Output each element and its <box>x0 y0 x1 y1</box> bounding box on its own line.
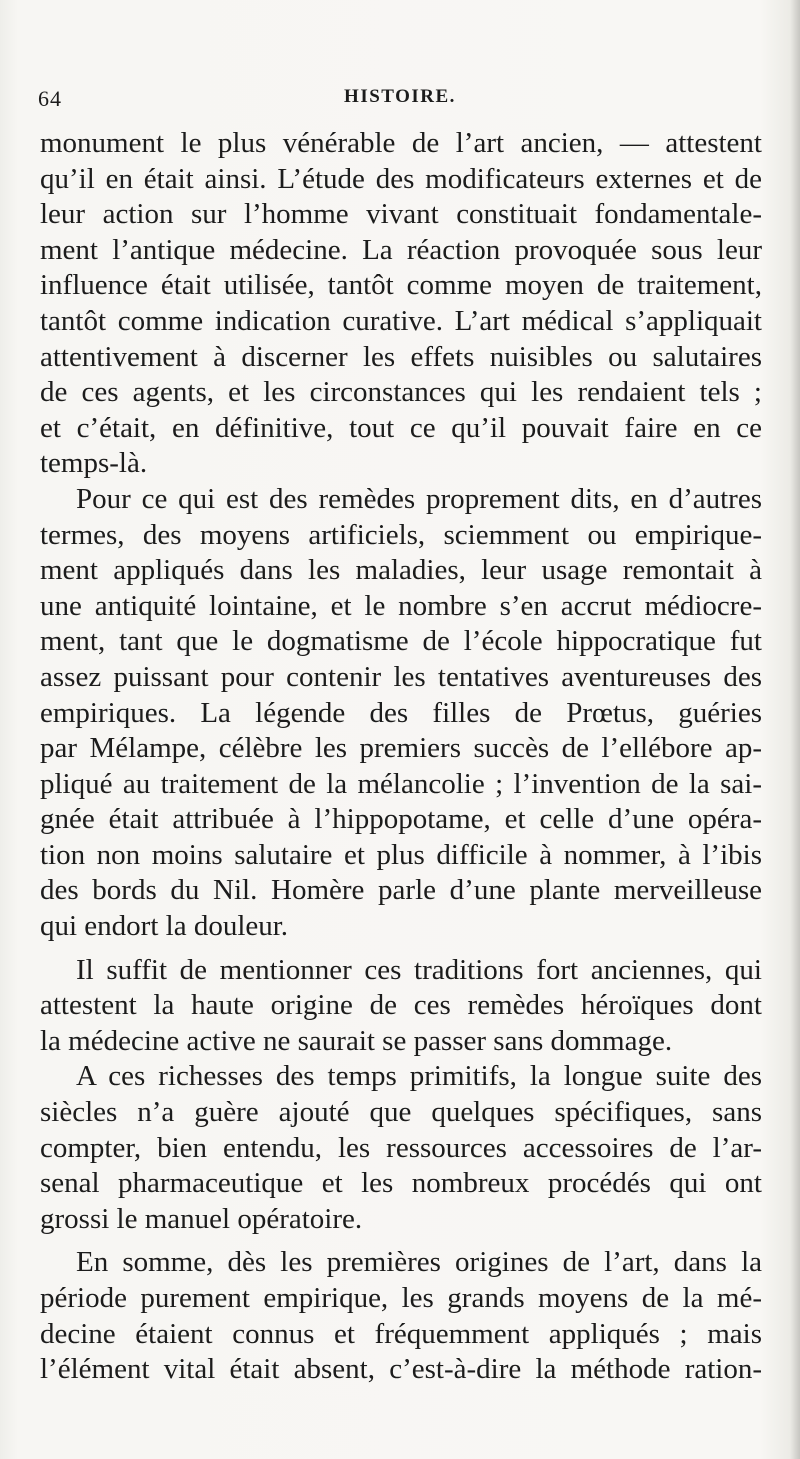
text-line: A ces richesses des temps primitifs, la longue suite des <box>76 1060 762 1093</box>
text-line: et c’était, en définitive, tout ce qu’il pouvait faire en ce <box>40 411 762 444</box>
text-line: Il suffit de mentionner ces traditions fort anciennes, qui <box>76 953 762 986</box>
text-line: attestent la haute origine de ces remèdes héroïques dont <box>40 989 762 1022</box>
body-text <box>40 126 762 1388</box>
text-line: assez puissant pour contenir les tentatives aventureuses des <box>40 660 762 693</box>
text-line: des bords du Nil. Homère parle d’une plante merveilleuse <box>40 874 762 907</box>
text-line: gnée était attribuée à l’hippopotame, et celle d’une opéra- <box>40 803 762 836</box>
text-line: période purement empirique, les grands moyens de la mé- <box>40 1282 762 1314</box>
page-edge-shadow <box>790 0 800 1459</box>
running-title: HISTOIRE. <box>344 86 456 107</box>
paragraph-3 <box>40 953 762 1060</box>
text-line: qu’il en était ainsi. L’étude des modificateurs externes et de <box>40 162 762 195</box>
text-line: tantôt comme indication curative. L’art médical s’appliquait <box>40 304 762 337</box>
text-line: pliqué au traitement de la mélancolie ; l’invention de la sai- <box>40 767 762 800</box>
text-line: attentivement à discerner les effets nuisibles ou salutaires <box>40 340 762 373</box>
text-line: monument le plus vénérable de l’art ancien, — attestent <box>40 127 762 159</box>
text-line: par Mélampe, célèbre les premiers succès de l’ellébore ap- <box>40 732 762 765</box>
text-line: Pour ce qui est des remèdes proprement dits, en d’autres <box>76 482 762 515</box>
text-line: l’élément vital était absent, c’est-à-dire la méthode ration- <box>40 1353 762 1386</box>
text-line: leur action sur l’homme vivant constituait fondamentale- <box>40 198 762 231</box>
text-line: la médecine active ne saurait se passer sans dommage. <box>40 1024 673 1057</box>
text-line: une antiquité lointaine, et le nombre s’en accrut médiocre- <box>40 589 762 622</box>
text-line: temps-là. <box>40 447 148 480</box>
text-line: En somme, dès les premières origines de l’art, dans la <box>76 1246 762 1279</box>
text-line: compter, bien entendu, les ressources accessoires de l’ar- <box>40 1131 762 1164</box>
text-line: ment l’antique médecine. La réaction provoquée sous leur <box>40 233 762 266</box>
paragraph-4 <box>40 1059 762 1237</box>
text-line: ment appliqués dans les maladies, leur usage remontait à <box>40 554 762 587</box>
text-line: senal pharmaceutique et les nombreux procédés qui ont <box>40 1167 762 1200</box>
paragraph-1 <box>40 126 762 482</box>
text-line: empiriques. La légende des filles de Prœtus, guéries <box>40 696 762 729</box>
running-head <box>38 86 762 116</box>
text-line: influence était utilisée, tantôt comme moyen de traitement, <box>40 269 762 302</box>
page-number: 64 <box>38 86 62 111</box>
text-line: siècles n’a guère ajouté que quelques spécifiques, sans <box>40 1096 762 1129</box>
text-line: ment, tant que le dogmatisme de l’école hippocratique fut <box>40 625 762 658</box>
paragraph-2 <box>40 482 762 945</box>
paragraph-5 <box>40 1245 762 1387</box>
text-line: decine étaient connus et fréquemment appliqués ; mais <box>40 1317 762 1350</box>
text-line: qui endort la douleur. <box>40 910 289 943</box>
text-line: tion non moins salutaire et plus difficile à nommer, à l’ibis <box>40 838 762 871</box>
text-line: de ces agents, et les circonstances qui les rendaient tels ; <box>40 376 762 409</box>
text-line: grossi le manuel opératoire. <box>40 1202 363 1235</box>
text-line: termes, des moyens artificiels, sciemment ou empirique- <box>40 518 762 551</box>
